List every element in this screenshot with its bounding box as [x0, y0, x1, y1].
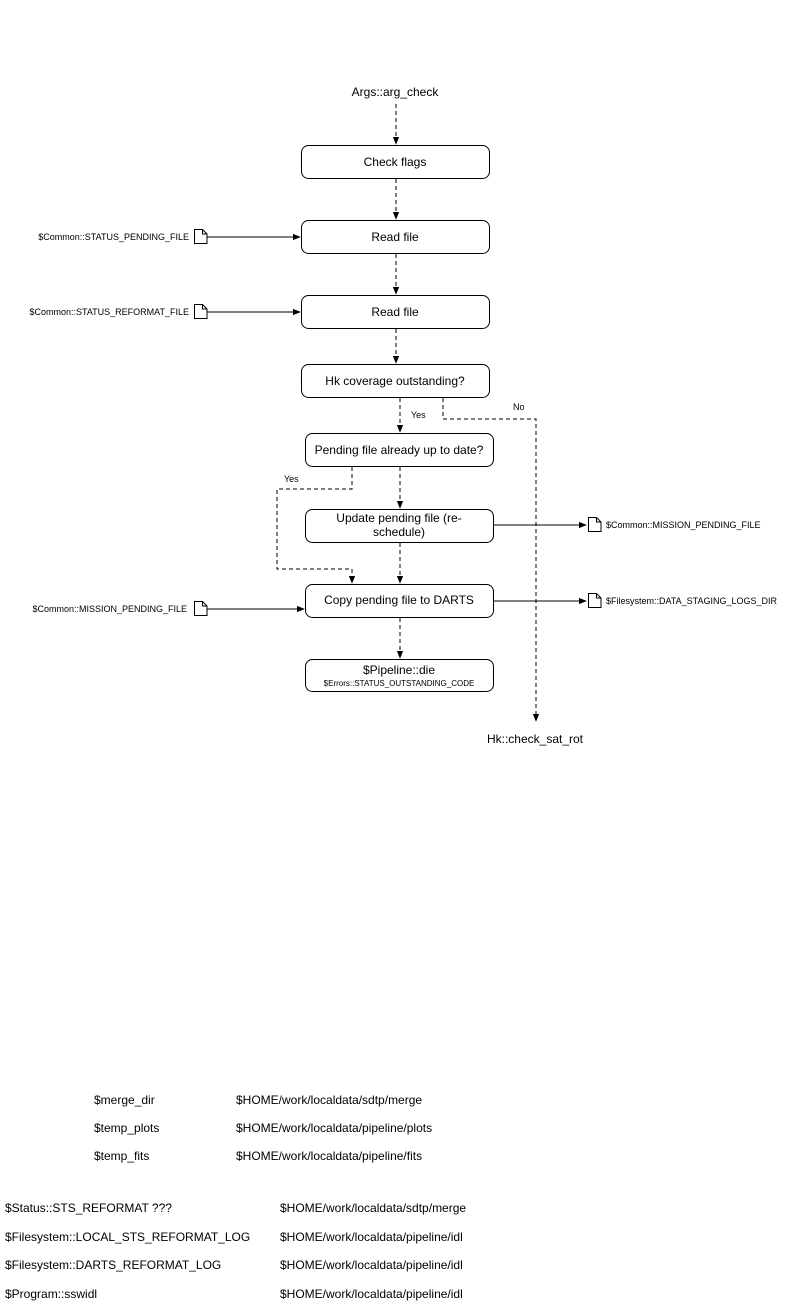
variable-name: $temp_fits: [94, 1149, 150, 1163]
variable-value: $HOME/work/localdata/sdtp/merge: [236, 1093, 423, 1107]
file-icon: [195, 305, 208, 319]
data-staging-logs-dir-label: $Filesystem::DATA_STAGING_LOGS_DIR: [606, 596, 778, 606]
file-icon: [195, 602, 208, 616]
variable-name: $temp_plots: [94, 1121, 160, 1135]
copy-pending-label: Copy pending file to DARTS: [324, 593, 474, 607]
update-pending-label-line: schedule): [372, 525, 426, 539]
file-icon: [589, 518, 602, 532]
mission-pending-file-input-label: $Common::MISSION_PENDING_FILE: [32, 604, 187, 614]
end-label: Hk::check_sat_rot: [486, 732, 584, 746]
file-icon: [589, 594, 602, 608]
status-reformat-file-label: $Common::STATUS_REFORMAT_FILE: [29, 307, 189, 317]
variable-name: $Filesystem::DARTS_REFORMAT_LOG: [5, 1258, 222, 1272]
file-icon: [195, 230, 208, 244]
hk-coverage-label: Hk coverage outstanding?: [325, 374, 465, 388]
pending-yes-label: Yes: [284, 474, 299, 484]
status-pending-file-label: $Common::STATUS_PENDING_FILE: [38, 232, 189, 242]
variable-name: $Status::STS_REFORMAT ???: [5, 1201, 172, 1215]
variable-value: $HOME/work/localdata/pipeline/idl: [280, 1230, 463, 1244]
pipeline-die-title: $Pipeline::die: [362, 663, 436, 677]
hk-no-label: No: [513, 402, 525, 412]
variable-value: $HOME/work/localdata/pipeline/fits: [236, 1149, 423, 1163]
update-pending-label-line: Update pending file (re-: [336, 511, 462, 525]
pipeline-die-subtitle: $Errors::STATUS_OUTSTANDING_CODE: [323, 679, 475, 688]
variable-value: $HOME/work/localdata/pipeline/idl: [280, 1287, 463, 1301]
hk-yes-label: Yes: [411, 410, 426, 420]
mission-pending-file-output-label: $Common::MISSION_PENDING_FILE: [606, 520, 761, 530]
read-file-label-1: Read file: [371, 230, 419, 244]
variable-name: $merge_dir: [94, 1093, 155, 1107]
variable-value: $HOME/work/localdata/sdtp/merge: [280, 1201, 467, 1215]
start-label: Args::arg_check: [351, 85, 439, 99]
variable-value: $HOME/work/localdata/pipeline/idl: [280, 1258, 463, 1272]
variable-name: $Filesystem::LOCAL_STS_REFORMAT_LOG: [5, 1230, 251, 1244]
variable-value: $HOME/work/localdata/pipeline/plots: [236, 1121, 433, 1135]
read-file-label-2: Read file: [371, 305, 419, 319]
check-flags-label: Check flags: [363, 155, 427, 169]
variable-name: $Program::sswidl: [5, 1287, 98, 1301]
pending-up-to-date-label: Pending file already up to date?: [314, 443, 484, 457]
